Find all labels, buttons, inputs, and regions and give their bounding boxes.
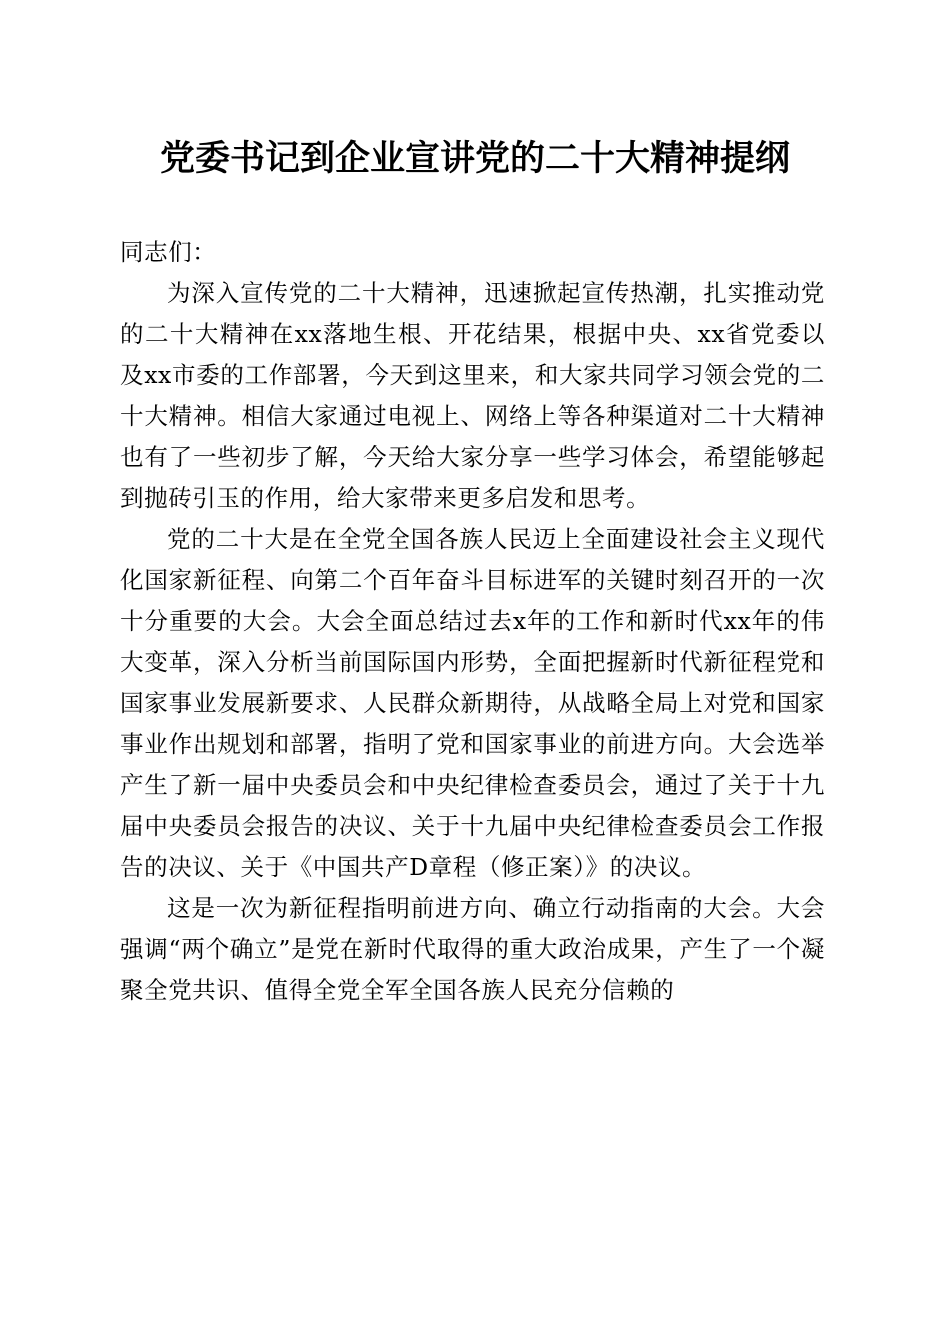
paragraph-3: 这是一次为新征程指明前进方向、确立行动指南的大会。大会强调“两个确立”是党在新时代取得的重大政治成果，产生了一个凝聚全党共识、值得全党全军全国各族人民充分信赖的 — [120, 894, 825, 1004]
paragraph-1: 为深入宣传党的二十大精神，迅速掀起宣传热潮，扎实推动党的二十大精神在xx落地生根、开花结果，根据中央、xx省党委以及xx市委的工作部署，今天到这里来，和大家共同学习领会党的二十大精神。相信大家通过电视上、网络上等各种渠道对二十大精神也有了一些初步了解，今天给大家分享一些学习体会，希望能够起到抛砖引玉的作用，给大家带来更多启发和思考。 — [120, 279, 825, 512]
paragraph-2: 党的二十大是在全党全国各族人民迈上全面建设社会主义现代化国家新征程、向第二个百年奋斗目标进军的关键时刻召开的一次十分重要的大会。大会全面总结过去x年的工作和新时代xx年的伟大变革，深入分析当前国际国内形势，全面把握新时代新征程党和国家事业发展新要求、人民群众新期待，从战略全局上对党和国家事业作出规划和部署，指明了党和国家事业的前进方向。大会选举产生了新一届中央委员会和中央纪律检查委员会，通过了关于十九届中央委员会报告的决议、关于十九届中央纪律检查委员会工作报告的决议、关于《中国共产D章程（修正案）》的决议。 — [120, 525, 825, 881]
document-body — [120, 232, 825, 1011]
salutation: 同志们： — [120, 238, 217, 266]
document-title: 党委书记到企业宣讲党的二十大精神提纲 — [159, 138, 790, 179]
